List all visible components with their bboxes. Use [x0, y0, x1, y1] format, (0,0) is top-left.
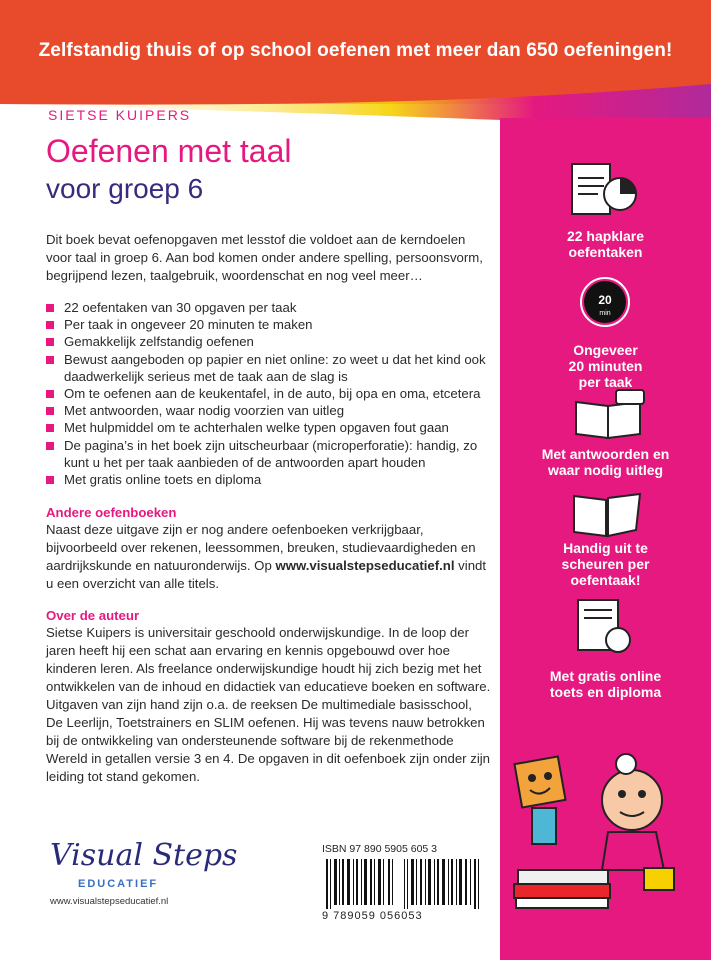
- tear-page-icon: [570, 490, 646, 540]
- timer-value: 20: [598, 293, 612, 307]
- feature-label: Met gratis online toets en diploma: [549, 668, 662, 700]
- cartoon-kids-illustration: [508, 720, 708, 920]
- publisher-logo: Visual Steps: [50, 838, 238, 873]
- list-item: 22 oefentaken van 30 opgaven per taak: [46, 299, 491, 316]
- isbn-label: ISBN 97 890 5905 605 3: [322, 843, 438, 855]
- list-item: Met antwoorden, waar nodig voorzien van uitleg: [46, 402, 491, 419]
- feature-list: [46, 299, 491, 488]
- barcode-digits: 9 789059 056053: [322, 910, 423, 922]
- list-item: Om te oefenen aan de keukentafel, in de auto, bij opa en oma, etcetera: [46, 385, 491, 402]
- publisher-url[interactable]: www.visualstepseducatief.nl: [50, 896, 169, 907]
- list-item: Bewust aangeboden op papier en niet online: zo weet u dat het kind ook daadwerkelijk serieus met de taak aan de slag is: [46, 351, 491, 385]
- list-item: Per taak in ongeveer 20 minuten te maken: [46, 316, 491, 333]
- list-item: Met gratis online toets en diploma: [46, 471, 491, 488]
- timer-unit: min: [599, 310, 611, 317]
- diploma-icon: [572, 596, 642, 666]
- clipboard-pie-icon: [564, 160, 648, 220]
- list-item: Met hulpmiddel om te achterhalen welke typen opgaven fout gaan: [46, 419, 491, 436]
- barcode: [322, 857, 492, 909]
- website-link[interactable]: www.visualstepseducatief.nl: [275, 558, 455, 573]
- other-books-text: Naast deze uitgave zijn er nog andere oefenboeken verkrijgbaar, bijvoorbeeld over rekenen, leessommen, breuken, studievaardigheden en aardrijkskunde en natuuronderwijs. Op www.visualstepseducatief.nl vindt u een overzicht van alle titels.: [46, 522, 487, 591]
- publisher-subtitle: EDUCATIEF: [78, 878, 159, 890]
- book-title: Oefenen met taal: [46, 133, 292, 169]
- author-name: SIETSE KUIPERS: [48, 107, 192, 123]
- feature-label: Handig uit te scheuren per oefentaak!: [561, 540, 650, 588]
- list-item: Gemakkelijk zelfstandig oefenen: [46, 333, 491, 350]
- other-books-heading: Andere oefenboeken: [46, 505, 177, 520]
- intro-paragraph: Dit boek bevat oefenopgaven met lesstof die voldoet aan de kerndoelen voor taal in groep 6. Aan bod komen onder andere spelling, persoonsvorm, begrijpend lezen, taalgebruik, woordenschat en nog veel meer…: [46, 232, 483, 283]
- book-subtitle: voor groep 6: [46, 173, 204, 204]
- open-book-speech-icon: [570, 388, 650, 440]
- feature-label: Met antwoorden en waar nodig uitleg: [541, 446, 670, 478]
- about-author-heading: Over de auteur: [46, 608, 140, 623]
- banner-text: Zelfstandig thuis of op school oefenen met meer dan 650 oefeningen!: [38, 40, 673, 61]
- about-author-text: Sietse Kuipers is universitair geschoold onderwijskundige. In de loop der jaren heeft hij een schat aan ervaring en kennis opgebouwd over hoe kinderen leren. Als freelance onderwijskundige houdt hij zich bezig met het ontwikkelen van de inhoud en didactiek van educatieve boeken en software. Uitgaven van zijn hand zijn o.a. de reeksen De multimediale basisschool, De Leerlijn, Toetstrainers en SLIM oefenen. Hij was tevens nauw betrokken bij de ontwikkeling van ondersteunende software bij de rekenmethode Wereld in getallen versie 3 en 4. De opgaven in dit oefenboek zijn onder zijn leiding tot stand gekomen.: [46, 625, 491, 784]
- feature-label: Ongeveer 20 minuten per taak: [568, 342, 643, 390]
- stopwatch-icon: [575, 272, 635, 332]
- feature-label: 22 hapklare oefentaken: [566, 228, 645, 260]
- list-item: De pagina’s in het boek zijn uitscheurbaar (microperforatie): handig, zo kunt u het per taak aanbieden of de antwoorden apart houden: [46, 437, 491, 471]
